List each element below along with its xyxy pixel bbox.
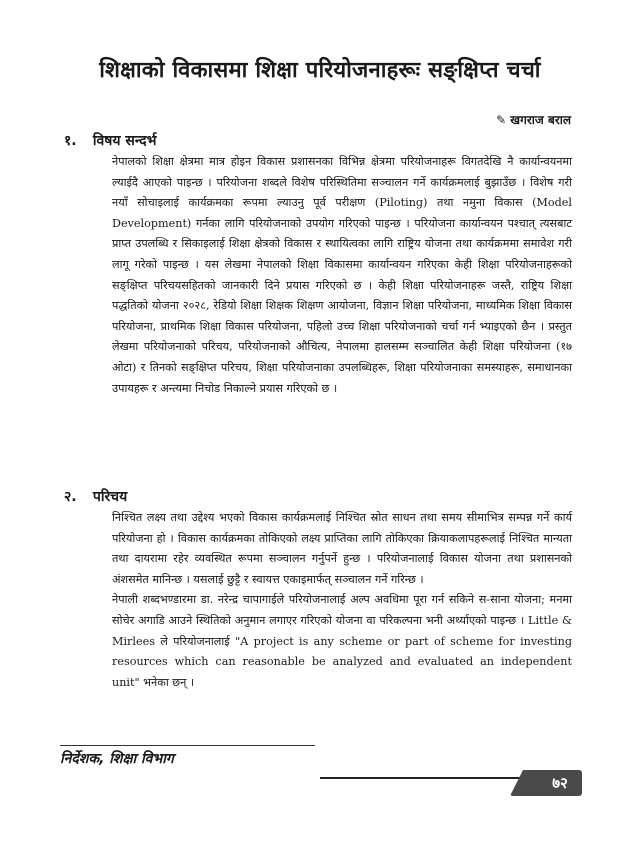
article-title: शिक्षाको विकासमा शिक्षा परियोजनाहरूः सङ्क्षिप्त चर्चा	[99, 58, 541, 83]
section-body-2	[112, 508, 572, 693]
page-number: ७२	[552, 774, 568, 792]
section-number: २.	[64, 489, 77, 505]
section-body-1	[112, 152, 572, 399]
section-heading-2	[64, 488, 127, 506]
footer-divider	[60, 745, 315, 746]
footer-rule	[320, 777, 520, 779]
paragraph: नेपालको शिक्षा क्षेत्रमा मात्र होइन विकास प्रशासनका विभिन्न क्षेत्रमा परियोजनाहरू विगतदेखि नै कार्यान्वयनमा ल्याईदै आएको पाइन्छ । परियोजना शब्दले विशेष परिस्थितिमा सञ्चालन गर्ने कार्यक्रमलाई बुझाउँछ । विशेष गरी नयाँ सोचाइलाई कार्यक्रमका रूपमा ल्याउनु पूर्व परीक्षण (Piloting) तथा नमुना विकास (Model Development) गर्नका लागि परियोजनाको उपयोग गरिएको पाइन्छ । परियोजना कार्यान्वयन पश्चात् त्यसबाट प्राप्त उपलब्धि र सिकाइलाई शिक्षा क्षेत्रको विकास र स्थायित्वका लागि राष्ट्रिय योजना तथा कार्यक्रममा समावेश गरी लागू गरेको पाइन्छ । यस लेखमा नेपालको शिक्षा विकासमा कार्यान्वयन गरिएका केही शिक्षा परियोजनाहरूको सङ्क्षिप्त परिचयसहितको जानकारी दिने प्रयास गरिएको छ । केही शिक्षा परियोजनाहरू जस्तै, राष्ट्रिय शिक्षा पद्धतिको योजना २०२८, रेडियो शिक्षा शिक्षक शिक्षण आयोजना, विज्ञान शिक्षा परियोजना, माध्यमिक शिक्षा विकास परियोजना, प्राथमिक शिक्षा विकास परियोजना, पहिलो उच्च शिक्षा परियोजनाको चर्चा गर्न भ्याइएको छैन । प्रस्तुत लेखमा परियोजनाको परिचय, परियोजनाको औचित्य, नेपालमा हालसम्म सञ्चालित केही शिक्षा परियोजना (१७ ओटा) र तिनको सङ्क्षिप्त परिचय, शिक्षा परियोजनाका उपलब्धिहरू, शिक्षा परियोजनाका समस्याहरू, समाधानका उपायहरू र अन्त्यमा निचोड निकाल्ने प्रयास गरिएको छ ।	[112, 155, 572, 395]
section-heading-1	[64, 132, 156, 150]
section-number: १.	[64, 133, 77, 149]
section-title: विषय सन्दर्भ	[92, 133, 157, 149]
author-name: ✎ खगराज बराल	[496, 113, 571, 127]
paragraph: निश्चित लक्ष्य तथा उद्देश्य भएको विकास कार्यक्रमलाई निश्चित स्रोत साधन तथा समय सीमाभित्र सम्पन्न गर्ने कार्य परियोजना हो । विकास कार्यक्रमका तोकिएको लक्ष्य प्राप्तिका लागि तोकिएका क्रियाकलापहरूलाई निश्चित मान्यता तथा दायरामा रहेर व्यवस्थित रूपमा सञ्चालन गर्नुपर्ने हुन्छ । परियोजनालाई विकास योजना तथा प्रशासनको अंशसमेत मानिन्छ । यसलाई छुट्टै र स्वायत्त एकाइमार्फत् सञ्चालन गर्ने गरिन्छ ।	[112, 511, 572, 586]
footer-department: निर्देशक, शिक्षा विभाग	[60, 751, 174, 767]
paragraph: नेपाली शब्दभण्डारमा डा. नरेन्द्र चापागाईले परियोजनालाई अल्प अवधिमा पूरा गर्न सकिने स-साना योजना; मनमा सोचेर अगाडि आउने स्थितिको अनुमान लगाएर गरिएको योजना वा परिकल्पना भनी अर्थ्याएको पाइन्छ । Little & Mirlees ले परियोजनालाई "A project is any scheme or part of scheme for investing resources which can reasonable be analyzed and evaluated an independent unit" भनेका छन् ।	[112, 593, 572, 689]
section-title: परिचय	[92, 489, 128, 505]
